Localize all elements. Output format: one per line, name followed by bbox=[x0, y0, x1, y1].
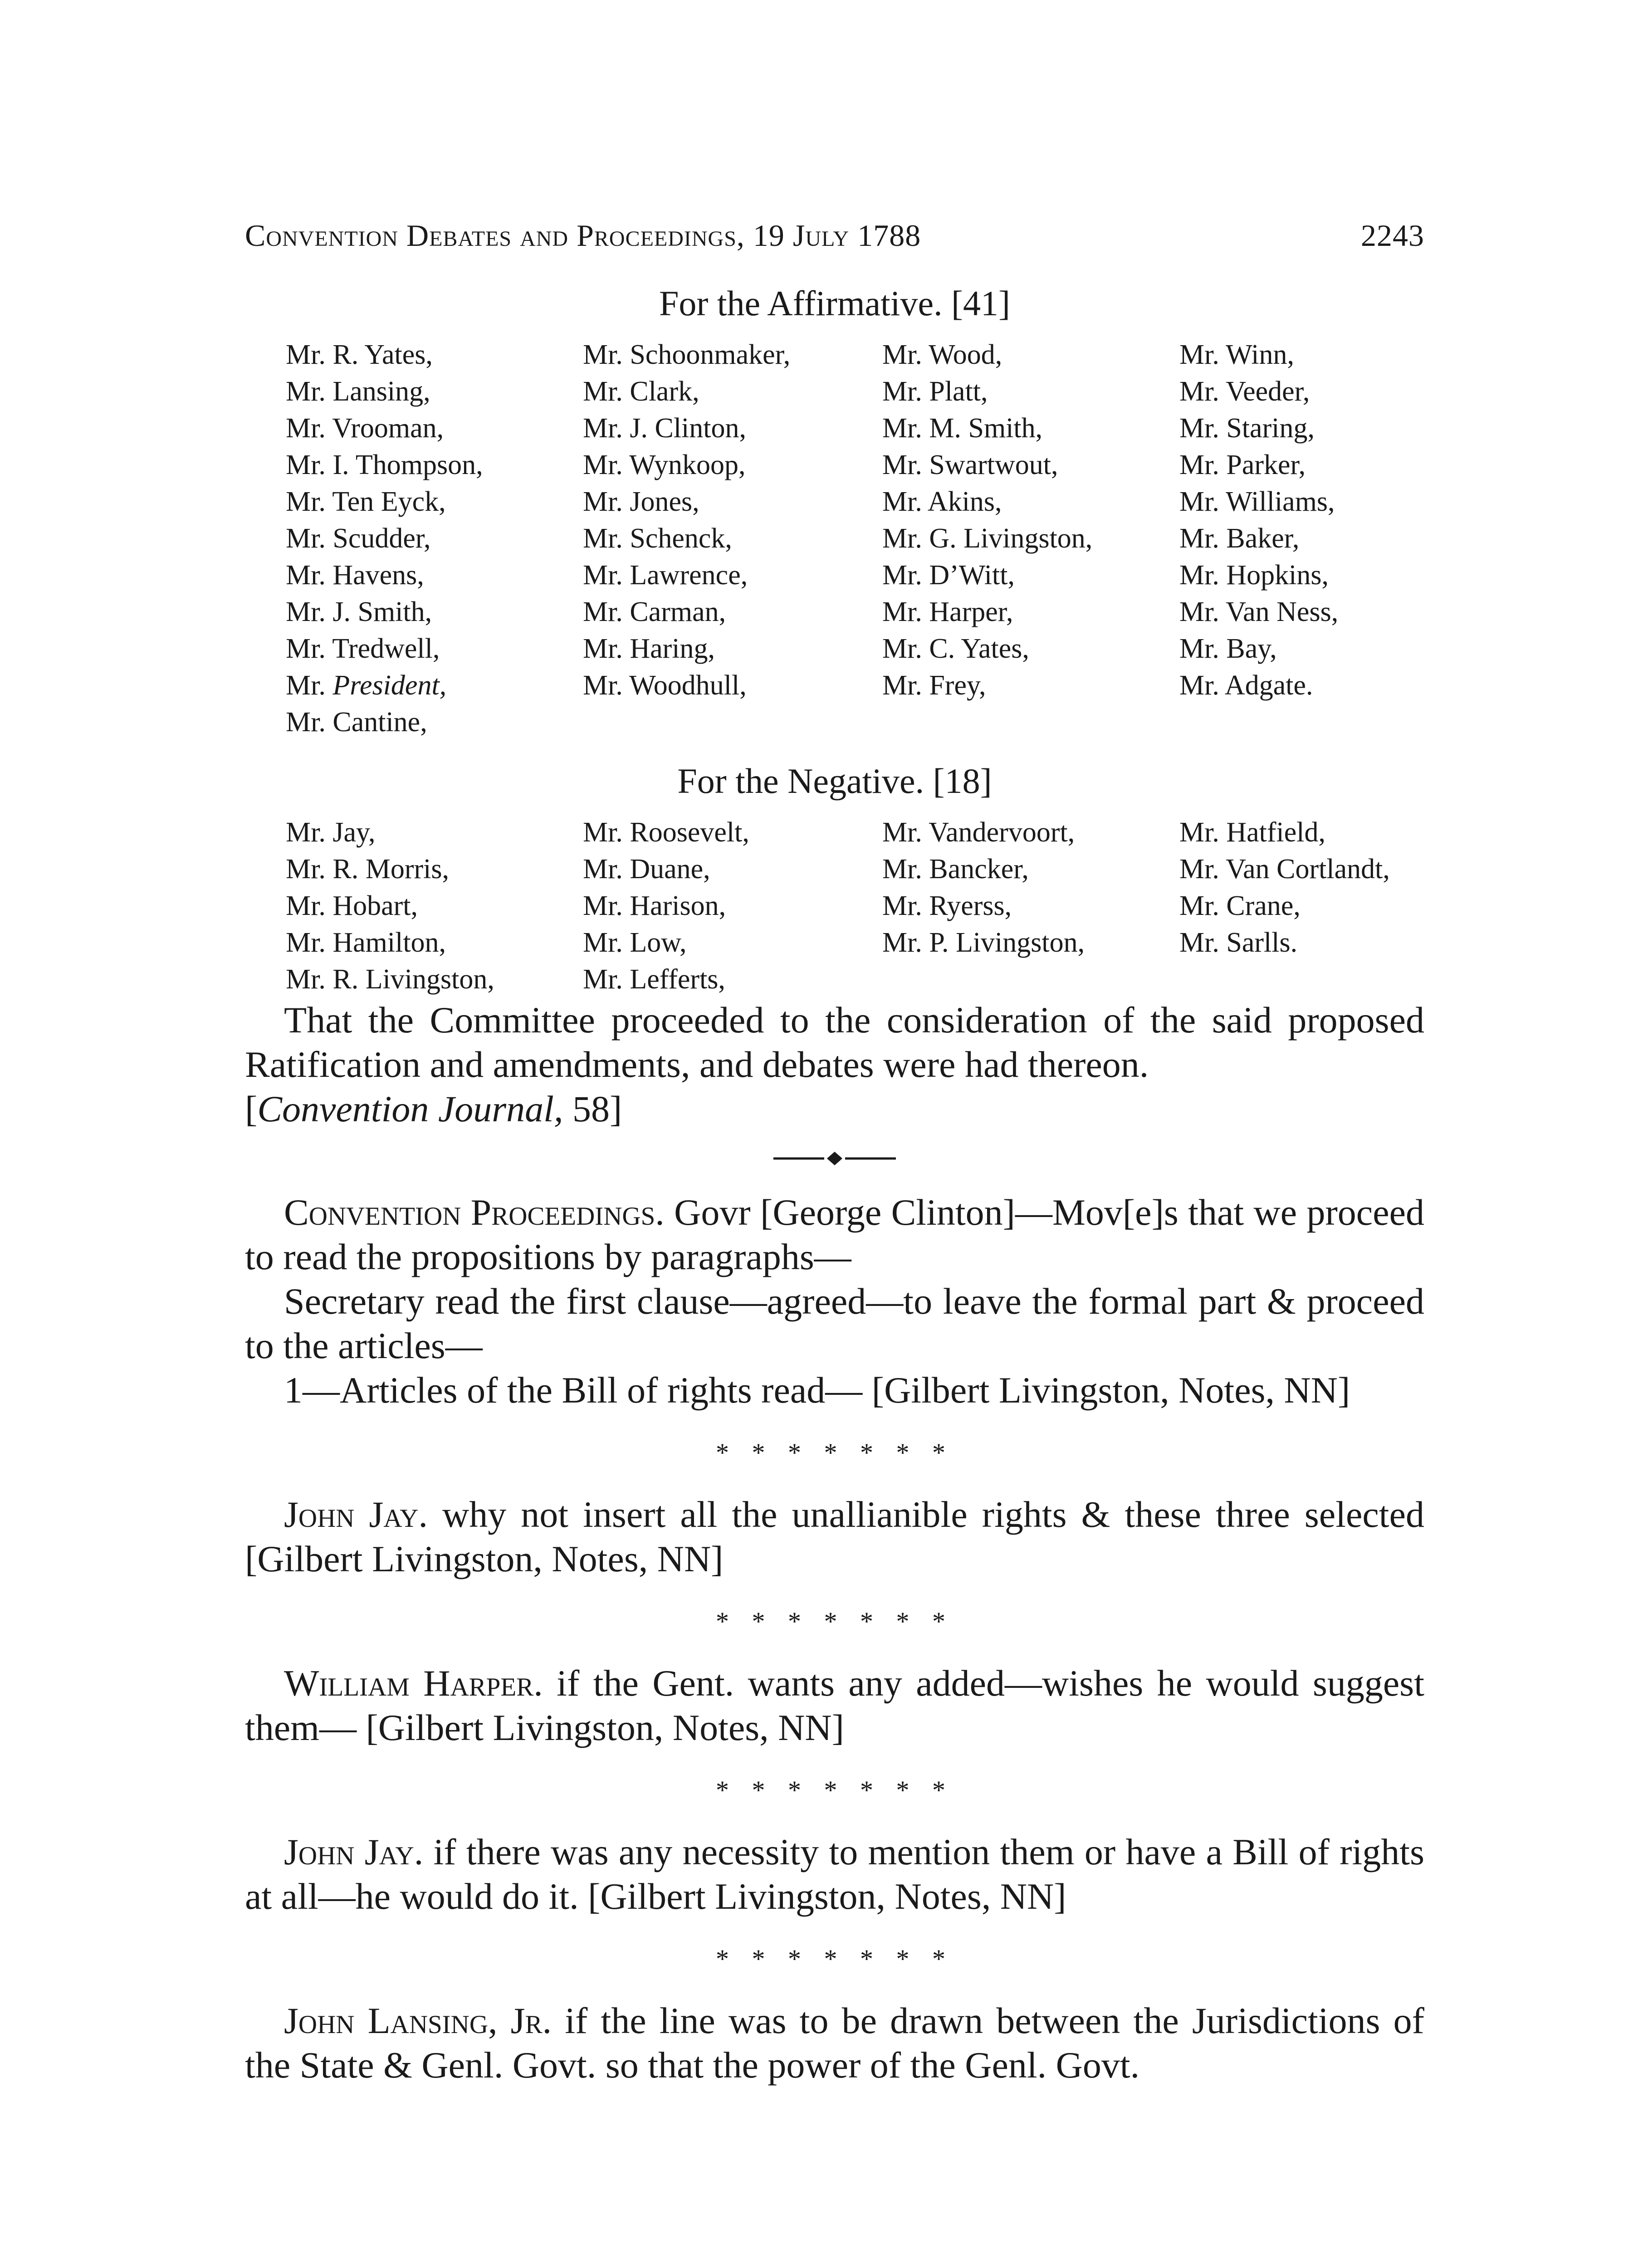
asterisk-separator: * * * * * * * bbox=[716, 1607, 953, 1636]
empty-cell bbox=[1179, 961, 1452, 998]
speaker-name: William Harper. bbox=[284, 1662, 543, 1704]
voter-name: Mr. Schoonmaker, bbox=[583, 339, 791, 370]
voter-name: Mr. Harison, bbox=[583, 890, 726, 921]
voter-name: Mr. Bay, bbox=[1179, 633, 1277, 664]
voter-name: Mr. Duane, bbox=[583, 854, 710, 885]
voter-name: Mr. R. Livingston, bbox=[286, 964, 494, 995]
voter-name: Mr. Vrooman, bbox=[286, 413, 444, 444]
section-divider-ornament bbox=[245, 1149, 1424, 1168]
voter-name: Mr. Akins, bbox=[882, 486, 1002, 517]
journal-source-open: [ bbox=[245, 1088, 258, 1129]
journal-text: That the Committee proceeded to the consideration of the said proposed Ratification and amendments, and debates were had thereon. bbox=[245, 999, 1424, 1085]
voter-name: Mr. Bancker, bbox=[882, 854, 1029, 885]
speaker-name: John Jay. bbox=[284, 1494, 428, 1535]
asterisk-separator: * * * * * * * bbox=[716, 1775, 953, 1805]
voter-name: Mr. Jones, bbox=[583, 486, 699, 517]
voter-name: Mr. Schenck, bbox=[583, 523, 732, 554]
running-head bbox=[245, 218, 1424, 263]
president-title: President, bbox=[332, 670, 447, 701]
proceedings-paragraph: 1—Articles of the Bill of rights read— [Gilbert Livingston, Notes, NN] bbox=[284, 1369, 1350, 1411]
voter-name: Mr. Hamilton, bbox=[286, 927, 446, 958]
voter-name: Mr. Low, bbox=[583, 927, 687, 958]
empty-cell bbox=[583, 704, 882, 741]
asterisk-separator: * * * * * * * bbox=[716, 1944, 953, 1974]
speech-text: why not insert all the unallianible rights & these three selected [Gilbert Livingston, Notes, NN] bbox=[245, 1494, 1424, 1579]
voter-name: Mr. Lawrence, bbox=[583, 560, 748, 591]
voter-name: Mr. Staring, bbox=[1179, 413, 1315, 444]
proceedings-paragraph bbox=[245, 1190, 1424, 1279]
voter-name: Mr. Hopkins, bbox=[1179, 560, 1329, 591]
speech-paragraph bbox=[245, 1661, 1424, 1750]
voter-name: Mr. P. Livingston, bbox=[882, 927, 1085, 958]
voter-name: Mr. Carman, bbox=[583, 596, 726, 627]
voter-name: Mr. Van Ness, bbox=[1179, 596, 1339, 627]
voter-name: Mr. Parker, bbox=[1179, 450, 1306, 480]
asterisk-separator: * * * * * * * bbox=[716, 1438, 953, 1467]
speech-text: if the line was to be drawn between the Jurisdictions of the State & Genl. Govt. so that the power of the Genl. Govt. bbox=[245, 2000, 1424, 2086]
voter-name: Mr. R. Yates, bbox=[286, 339, 433, 370]
speaker-name: John Lansing, Jr. bbox=[284, 2000, 552, 2041]
voter-name: Mr. C. Yates, bbox=[882, 633, 1029, 664]
diamond-rule-icon bbox=[773, 1149, 896, 1168]
voter-name: Mr. Roosevelt, bbox=[583, 817, 749, 848]
voter-name: Mr. Winn, bbox=[1179, 339, 1294, 370]
voter-name: Mr. Baker, bbox=[1179, 523, 1300, 554]
voter-name: Mr. R. Morris, bbox=[286, 854, 449, 885]
journal-source-close: 58] bbox=[563, 1088, 622, 1129]
negative-heading: For the Negative. [18] bbox=[677, 761, 992, 801]
voter-name: Mr. Lansing, bbox=[286, 376, 430, 407]
speech-text: if there was any necessity to mention them or have a Bill of rights at all—he would do it. [Gilbert Livingston, Notes, NN] bbox=[245, 1831, 1424, 1917]
voter-name: Mr. D’Witt, bbox=[882, 560, 1015, 591]
voter-name: Mr. Tredwell, bbox=[286, 633, 440, 664]
empty-cell bbox=[882, 704, 1179, 741]
voter-name: Mr. M. Smith, bbox=[882, 413, 1043, 444]
voter-name: Mr. J. Clinton, bbox=[583, 413, 747, 444]
voter-name: Mr. Williams, bbox=[1179, 486, 1335, 517]
voter-name: Mr. Woodhull, bbox=[583, 670, 747, 701]
affirmative-heading: For the Affirmative. [41] bbox=[659, 284, 1011, 323]
journal-source-title: Convention Journal, bbox=[257, 1088, 563, 1129]
voter-name: Mr. Crane, bbox=[1179, 890, 1301, 921]
voter-name: Mr. Vandervoort, bbox=[882, 817, 1075, 848]
paragraph-text: Govr [George Clinton]—Mov[e]s that we proceed to read the propositions by paragraphs— bbox=[245, 1192, 1424, 1277]
speech-text: if the Gent. wants any added—wishes he would suggest them— [Gilbert Livingston, Notes, NN] bbox=[245, 1662, 1424, 1748]
voter-name: Mr. Ryerss, bbox=[882, 890, 1012, 921]
voter-name: Mr. Adgate. bbox=[1179, 670, 1313, 701]
speaker-name: John Jay. bbox=[284, 1831, 424, 1872]
voter-name: Mr. Haring, bbox=[583, 633, 715, 664]
body-text bbox=[245, 998, 1424, 2087]
page-number: 2243 bbox=[1361, 218, 1424, 253]
voter-name: Mr. Cantine, bbox=[286, 707, 427, 738]
voter-name: Mr. Wynkoop, bbox=[583, 450, 746, 480]
voter-name: Mr. Lefferts, bbox=[583, 964, 725, 995]
empty-cell bbox=[882, 961, 1179, 998]
voter-name-president: Mr. President, bbox=[286, 670, 447, 701]
voter-name: Mr. I. Thompson, bbox=[286, 450, 483, 480]
proceedings-paragraph: Secretary read the first clause—agreed—to leave the formal part & proceed to the articles— bbox=[245, 1281, 1424, 1366]
speech-paragraph bbox=[245, 1830, 1424, 1919]
running-head-title: Convention Debates and Proceedings, 19 July 1788 bbox=[245, 218, 921, 253]
voter-name: Mr. Ten Eyck, bbox=[286, 486, 446, 517]
voter-name: Mr. J. Smith, bbox=[286, 596, 432, 627]
voter-name: Mr. Clark, bbox=[583, 376, 699, 407]
voter-name: Mr. Van Cortlandt, bbox=[1179, 854, 1390, 885]
negative-roll bbox=[245, 814, 1424, 998]
voter-name: Mr. Hatfield, bbox=[1179, 817, 1325, 848]
voter-name: Mr. G. Livingston, bbox=[882, 523, 1093, 554]
voter-name: Mr. Frey, bbox=[882, 670, 986, 701]
voter-name: Mr. Havens, bbox=[286, 560, 424, 591]
voter-name: Mr. Harper, bbox=[882, 596, 1013, 627]
voter-name: Mr. Wood, bbox=[882, 339, 1002, 370]
voter-name: Mr. Platt, bbox=[882, 376, 988, 407]
voter-name: Mr. Hobart, bbox=[286, 890, 418, 921]
voter-name: Mr. Jay, bbox=[286, 817, 376, 848]
affirmative-roll bbox=[245, 337, 1424, 741]
journal-paragraph bbox=[245, 998, 1424, 1131]
speaker-name: Convention Proceedings. bbox=[284, 1192, 665, 1233]
voter-name: Mr. Swartwout, bbox=[882, 450, 1058, 480]
voter-name: Mr. Sarlls. bbox=[1179, 927, 1298, 958]
voter-name: Mr. Veeder, bbox=[1179, 376, 1310, 407]
empty-cell bbox=[1179, 704, 1452, 741]
document-page bbox=[245, 218, 1424, 2087]
speech-paragraph bbox=[245, 1999, 1424, 2087]
speech-paragraph bbox=[245, 1492, 1424, 1581]
voter-name: Mr. Scudder, bbox=[286, 523, 431, 554]
